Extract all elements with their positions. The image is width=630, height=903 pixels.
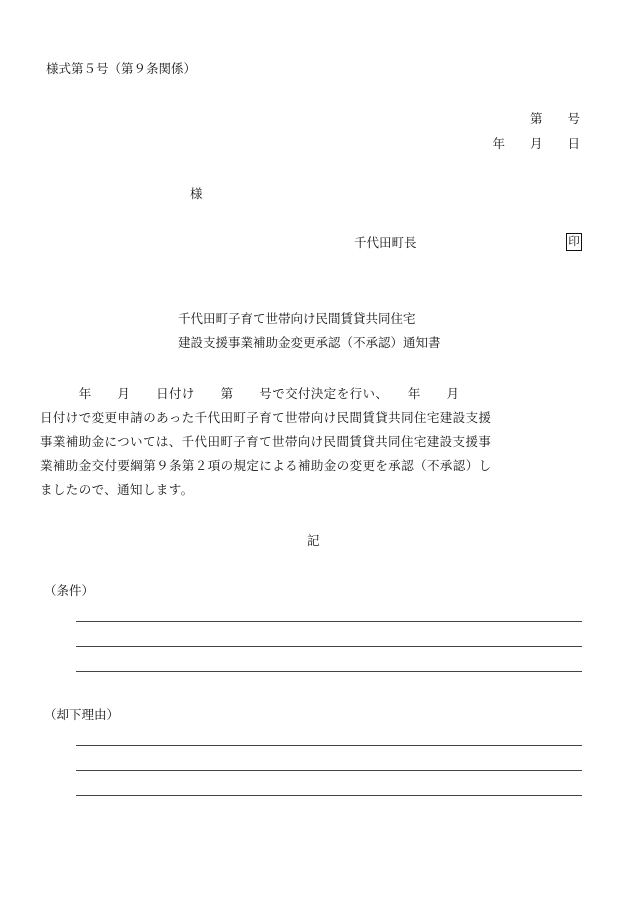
title-line-2: 建設支援事業補助金変更承認（不承認）通知書 [178, 335, 441, 350]
conditions-line-2 [76, 646, 582, 647]
body-paragraph [40, 382, 580, 502]
title-line-1: 千代田町子育て世帯向け民間賃貸共同住宅 [178, 311, 416, 326]
form-number: 様式第５号（第９条関係） [46, 61, 197, 76]
body-line-4: 業補助金交付要綱第９条第２項の規定による補助金の変更を承認（不承認）し [40, 458, 492, 473]
document-number: 第 号 [529, 111, 580, 126]
document-date: 年 月 日 [492, 136, 580, 151]
body-line-3: 事業補助金については、千代田町子育て世帯向け民間賃貸共同住宅建設支援事 [40, 434, 492, 449]
rejection-line-1 [76, 745, 582, 746]
body-line-1: 年 月 日付け 第 号で交付決定を行い、 年 月 [40, 386, 460, 401]
addressee: 様 [190, 186, 203, 201]
conditions-line-1 [76, 621, 582, 622]
conditions-label: （条件） [44, 583, 95, 598]
rejection-line-3 [76, 795, 582, 796]
ki-heading: 記 [307, 533, 320, 548]
rejection-reason-label: （却下理由） [44, 707, 120, 722]
conditions-line-3 [76, 671, 582, 672]
issuer: 千代田町長 [354, 235, 417, 250]
body-line-2: 日付けで変更申請のあった千代田町子育て世帯向け民間賃貸共同住宅建設支援 [40, 410, 492, 425]
body-line-5: ましたので、通知します。 [40, 482, 194, 497]
seal-box: 印 [566, 233, 582, 251]
rejection-line-2 [76, 770, 582, 771]
